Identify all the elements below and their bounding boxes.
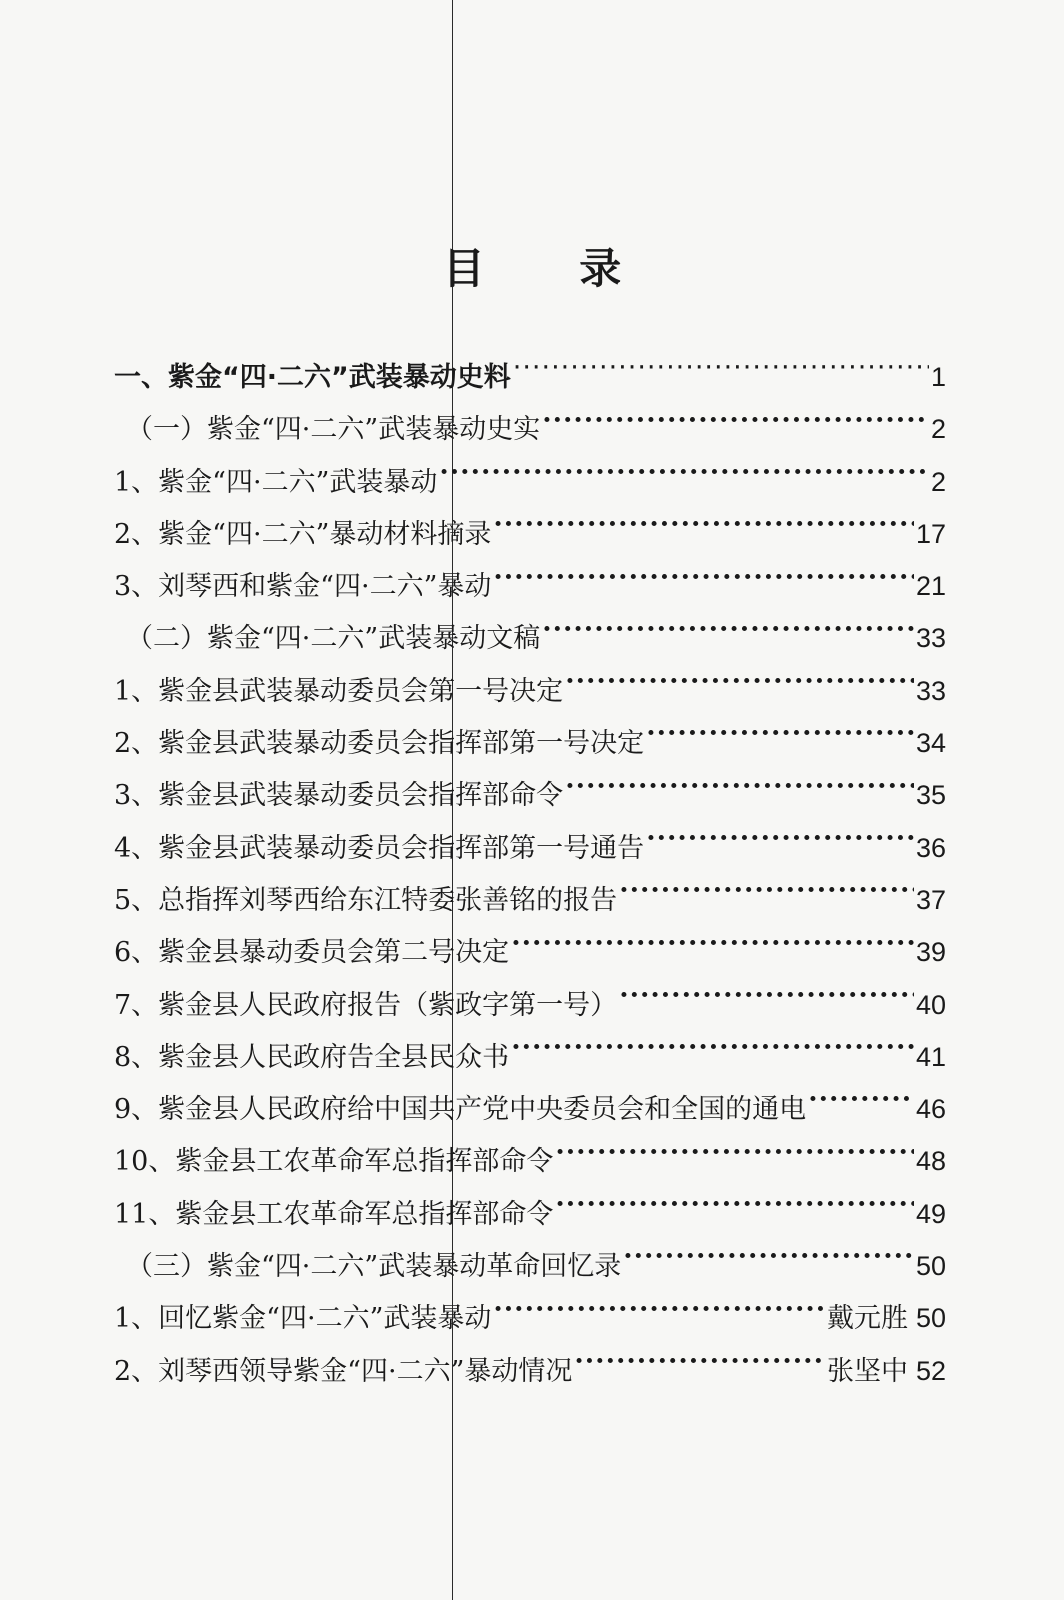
toc-page-number: 34 (915, 728, 946, 759)
toc-page-number: 36 (915, 832, 946, 863)
toc-entry-title: 2、紫金“四·二六”暴动材料摘录 (114, 518, 492, 550)
toc-dot-leader (493, 1300, 825, 1327)
toc-entry-title: 10、紫金县工农革命军总指挥部命令 (114, 1146, 554, 1178)
toc-dot-leader (555, 1196, 914, 1223)
toc-entry (114, 355, 946, 407)
toc-entry-title: 1、回忆紫金“四·二六”武装暴动 (114, 1303, 492, 1335)
toc-dot-leader (493, 568, 914, 595)
toc-entry (114, 407, 946, 459)
toc-entry (114, 1192, 946, 1244)
toc-dot-leader (542, 411, 929, 438)
toc-entry-title: 3、刘琴西和紫金“四·二六”暴动 (114, 571, 492, 603)
toc-entry (114, 1139, 946, 1191)
toc-entry-author: 张坚中 (826, 1355, 908, 1387)
toc-page-number: 1 (930, 362, 946, 392)
toc-entry-title: 2、紫金县武装暴动委员会指挥部第一号决定 (114, 728, 645, 760)
toc-entry-title: 3、紫金县武装暴动委员会指挥部命令 (114, 780, 564, 812)
toc-entry-title: （一）紫金“四·二六”武装暴动史实 (126, 414, 541, 446)
toc-page-number: 17 (915, 518, 946, 549)
toc-entry-title: 9、紫金县人民政府给中国共产党中央委员会和全国的通电 (114, 1094, 807, 1126)
toc-entry-title: 1、紫金县武装暴动委员会第一号决定 (114, 675, 564, 707)
toc-entry-title: 1、紫金“四·二六”武装暴动 (114, 466, 438, 498)
toc-entry-title: （三）紫金“四·二六”武装暴动革命回忆录 (126, 1251, 622, 1283)
toc-page-number: 33 (915, 675, 946, 706)
table-of-contents (114, 355, 946, 1401)
toc-page-number: 33 (915, 623, 946, 654)
toc-dot-leader (511, 1039, 914, 1066)
toc-page-number: 2 (930, 414, 946, 445)
toc-entry (114, 512, 946, 564)
toc-page-number: 35 (915, 780, 946, 811)
toc-entry-author: 戴元胜 (826, 1303, 908, 1335)
toc-entry-title: 一、紫金“四·二六”武装暴动史料 (114, 362, 511, 393)
toc-page-number: 37 (915, 884, 946, 915)
toc-dot-leader (808, 1091, 914, 1118)
toc-page-number: 52 (915, 1355, 946, 1386)
toc-entry-title: 5、总指挥刘琴西给东江特委张善铭的报告 (114, 884, 618, 916)
toc-page-number: 21 (915, 571, 946, 602)
toc-page-number: 48 (915, 1146, 946, 1177)
toc-dot-leader (619, 882, 914, 909)
toc-page-number: 41 (915, 1041, 946, 1072)
toc-entry (114, 669, 946, 721)
toc-entry-title: （二）紫金“四·二六”武装暴动文稿 (126, 623, 541, 655)
toc-page-number: 39 (915, 937, 946, 968)
toc-entry-title: 11、紫金县工农革命军总指挥部命令 (114, 1198, 554, 1230)
toc-dot-leader (619, 987, 914, 1014)
toc-entry-title: 7、紫金县人民政府报告（紫政字第一号） (114, 989, 618, 1021)
toc-page-number: 49 (915, 1198, 946, 1229)
toc-entry (114, 1349, 946, 1401)
toc-entry-title: 6、紫金县暴动委员会第二号决定 (114, 937, 510, 969)
toc-entry (114, 878, 946, 930)
toc-entry (114, 983, 946, 1035)
toc-page-number: 40 (915, 989, 946, 1020)
toc-dot-leader (439, 464, 929, 491)
toc-page-number: 2 (930, 466, 946, 497)
toc-dot-leader (493, 516, 914, 543)
toc-entry (114, 721, 946, 773)
toc-entry (114, 773, 946, 825)
toc-dot-leader (623, 1248, 914, 1275)
toc-entry-title: 8、紫金县人民政府告全县民众书 (114, 1041, 510, 1073)
toc-page-number: 50 (915, 1251, 946, 1282)
toc-dot-leader (542, 620, 914, 647)
toc-page-number: 46 (915, 1094, 946, 1125)
toc-entry (114, 1035, 946, 1087)
toc-dot-leader (574, 1353, 825, 1380)
toc-dot-leader (555, 1143, 914, 1170)
toc-dot-leader (565, 777, 914, 804)
toc-dot-leader (646, 830, 914, 857)
page-title: 目 录 (442, 244, 662, 293)
toc-entry (114, 1244, 946, 1296)
toc-entry (114, 1296, 946, 1348)
toc-dot-leader (565, 673, 914, 700)
toc-dot-leader (646, 725, 914, 752)
toc-dot-leader (513, 359, 929, 386)
toc-dot-leader (511, 934, 914, 961)
toc-entry (114, 930, 946, 982)
toc-entry-title: 4、紫金县武装暴动委员会指挥部第一号通告 (114, 832, 645, 864)
toc-entry (114, 564, 946, 616)
toc-entry (114, 460, 946, 512)
toc-entry-title: 2、刘琴西领导紫金“四·二六”暴动情况 (114, 1355, 573, 1387)
toc-entry (114, 616, 946, 668)
toc-entry (114, 1087, 946, 1139)
toc-entry (114, 826, 946, 878)
toc-page-number: 50 (915, 1303, 946, 1334)
